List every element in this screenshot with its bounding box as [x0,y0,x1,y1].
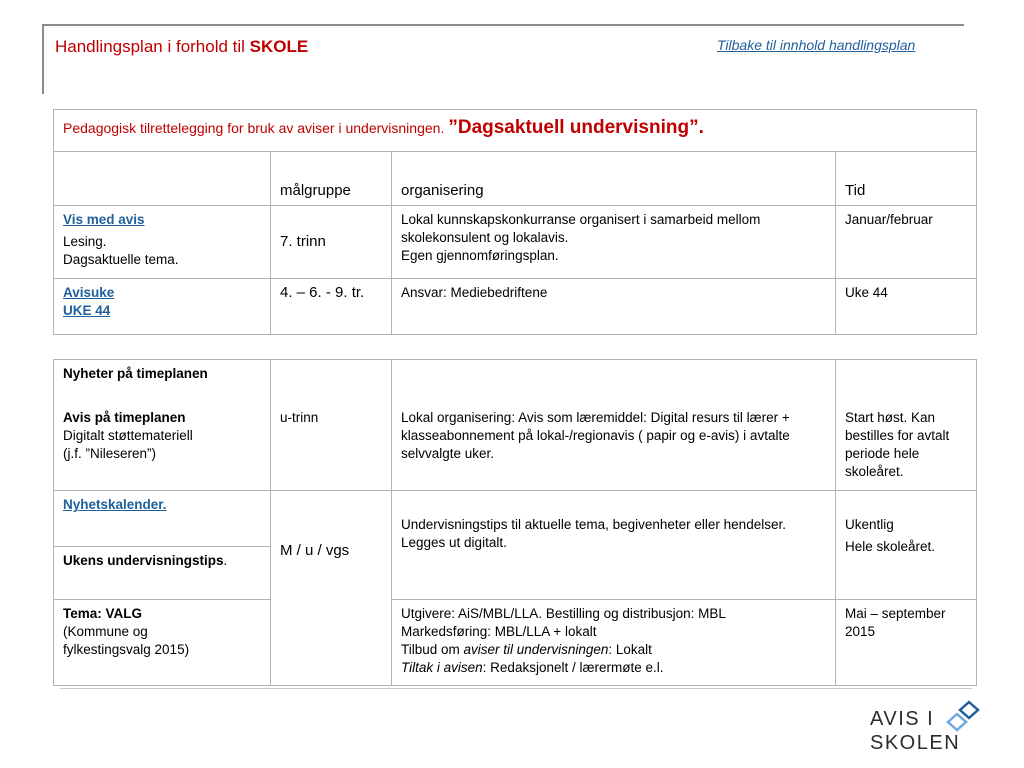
organisation-cell [392,206,836,279]
target-group-cell [271,360,392,491]
header-maalgruppe: målgruppe [271,152,392,206]
intro-cell [54,110,977,152]
nyhetskalender-link[interactable]: Nyhetskalender. [63,497,167,512]
activity-title-dot: . [223,553,228,568]
activity-title: Ukens undervisningstips [63,553,224,568]
target-group-cell: 7. trinn [271,206,392,279]
activity-line: Digitalt støttemateriell [63,428,193,443]
target-group-text: u-trinn [280,410,319,425]
avisuke-link[interactable]: Avisuke [63,285,115,300]
intro-title: ”Dagsaktuell undervisning”. [448,117,704,138]
plan-table-1 [53,109,977,335]
organisation-text: : Redaksjonelt / lærermøte e.l. [482,660,664,675]
logo-line-2: SKOLEN [870,732,961,754]
avis-i-skolen-logo [870,700,988,756]
page-title [55,37,308,57]
organisation-italic: Tiltak i avisen [401,660,483,675]
organisation-text: Undervisningstips til aktuelle tema, begivenheter eller hendelser. Legges ut digitalt. [401,517,786,550]
activity-line: fylkestingsvalg 2015) [63,642,190,657]
time-line: Hele skoleåret. [845,539,936,554]
time-cell: Januar/februar [836,206,977,279]
time-line: Ukentlig [845,517,894,532]
page-title-prefix: Handlingsplan i forhold til [55,37,250,56]
organisation-italic: aviser til undervisningen [463,642,609,657]
activity-line: Lesing. [63,234,107,249]
table-row [54,600,977,686]
activity-cell [54,547,271,600]
header-tid: Tid [836,152,977,206]
organisation-cell: Ansvar: Mediebedriftene [392,279,836,335]
organisation-cell [392,491,836,600]
table-row [54,206,977,279]
intro-row [54,110,977,152]
logo-line-1: AVIS I [870,708,935,730]
frame-left-line [42,24,44,94]
table-row [54,279,977,335]
table-row [54,360,977,491]
activity-title: Nyheter på timeplanen [63,366,208,381]
organisation-line [401,659,826,677]
organisation-text: Lokal organisering: Avis som læremiddel: Digital resurs til lærer + klasseabonnement på lokal-/regionavis ( papir og e-avis) i avtalte selvvalgte uker. [401,410,790,461]
time-text: Start høst. Kan bestilles for avtalt periode hele skoleåret. [845,410,950,479]
activity-line: (Kommune og [63,624,148,639]
organisation-line: Utgivere: AiS/MBL/LLA. Bestilling og distribusjon: MBL [401,606,726,621]
frame-top-line [42,24,964,26]
target-group-text: M / u / vgs [280,542,350,559]
activity-line: (j.f. ”Nileseren”) [63,446,157,461]
intro-subtitle: Pedagogisk tilrettelegging for bruk av aviser i undervisningen. [63,120,445,136]
activity-cell [54,491,271,547]
frame-bottom-line [60,688,972,689]
organisation-text: : Lokalt [608,642,652,657]
target-group-cell [271,491,392,686]
activity-line: Dagsaktuelle tema. [63,252,179,267]
organisation-line: Egen gjennomføringsplan. [401,248,559,263]
table-row [54,491,977,547]
time-cell [836,491,977,600]
organisation-cell [392,360,836,491]
header-organisering: organisering [392,152,836,206]
header-blank [54,152,271,206]
plan-table-2 [53,359,977,686]
vis-med-avis-link[interactable]: Vis med avis [63,212,145,227]
organisation-line [401,641,826,659]
organisation-line: Markedsføring: MBL/LLA + lokalt [401,624,597,639]
activity-cell [54,600,271,686]
time-cell [836,360,977,491]
activity-title: Tema: VALG [63,606,143,621]
activity-title: Avis på timeplanen [63,410,186,425]
organisation-text: Tilbud om [401,642,464,657]
uke-44-link[interactable]: UKE 44 [63,303,111,318]
page-title-bold: SKOLE [249,37,309,56]
time-cell: Mai – september 2015 [836,600,977,686]
activity-cell [54,206,271,279]
organisation-line: Lokal kunnskapskonkurranse organisert i samarbeid mellom skolekonsulent og lokalavis. [401,212,761,245]
organisation-cell [392,600,836,686]
target-group-cell: 4. – 6. - 9. tr. [271,279,392,335]
logo-diamond-icon [870,700,988,756]
header-row [54,152,977,206]
activity-cell [54,279,271,335]
time-cell: Uke 44 [836,279,977,335]
activity-cell [54,360,271,491]
back-link[interactable]: Tilbake til innhold handlingsplan [717,37,916,53]
